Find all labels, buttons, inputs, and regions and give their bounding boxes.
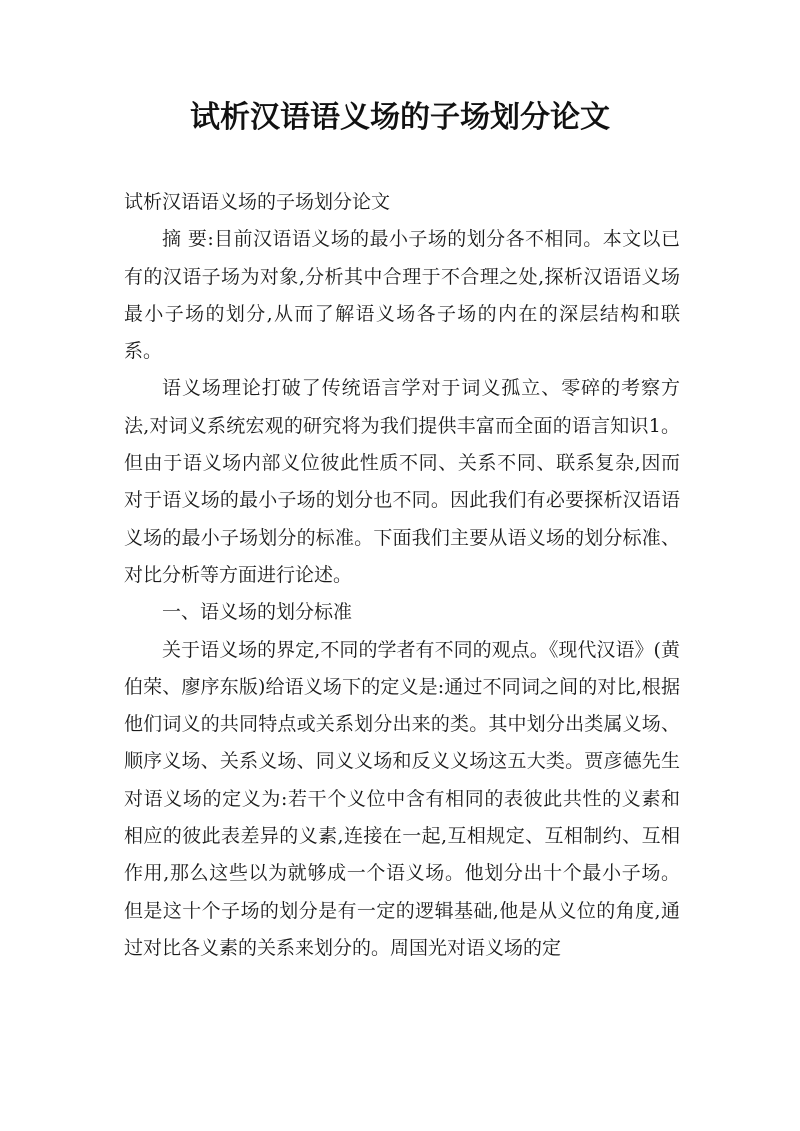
subtitle-paragraph: 试析汉语语义场的子场划分论文: [124, 191, 391, 213]
intro-paragraph: 语义场理论打破了传统语言学对于词义孤立、零碎的考察方法,对词义系统宏观的研究将为我们提供丰富而全面的语言知识1。但由于语义场内部义位彼此性质不同、关系不同、联系复杂,因而对于语义场的最小子场的划分也不同。因此我们有必要探析汉语语义场的最小子场划分的标准。下面我们主要从语义场的划分标准、对比分析等方面进行论述。: [124, 377, 680, 586]
abstract-paragraph: 摘 要:目前汉语语义场的最小子场的划分各不相同。本文以已有的汉语子场为对象,分析其中合理于不合理之处,探析汉语语义场最小子场的划分,从而了解语义场各子场的内在的深层结构和联系。: [124, 228, 680, 363]
section-paragraph: 关于语义场的界定,不同的学者有不同的观点。《现代汉语》(黄伯荣、廖序东版)给语义场下的定义是:通过不同词之间的对比,根据他们词义的共同特点或关系划分出来的类。其中划分出类属义场、顺序义场、关系义场、同义义场和反义义场这五大类。贾彦德先生对语义场的定义为:若干个义位中含有相同的表彼此共性的义素和相应的彼此表差异的义素,连接在一起,互相规定、互相制约、互相作用,那么这些以为就够成一个语义场。他划分出十个最小子场。但是这十个子场的划分是有一定的逻辑基础,他是从义位的角度,通过对比各义素的关系来划分的。周国光对语义场的定: [124, 638, 680, 959]
document-body: [124, 184, 680, 967]
section-heading: 一、语义场的划分标准: [162, 601, 353, 624]
document-title: 试析汉语语义场的子场划分论文: [190, 100, 610, 135]
